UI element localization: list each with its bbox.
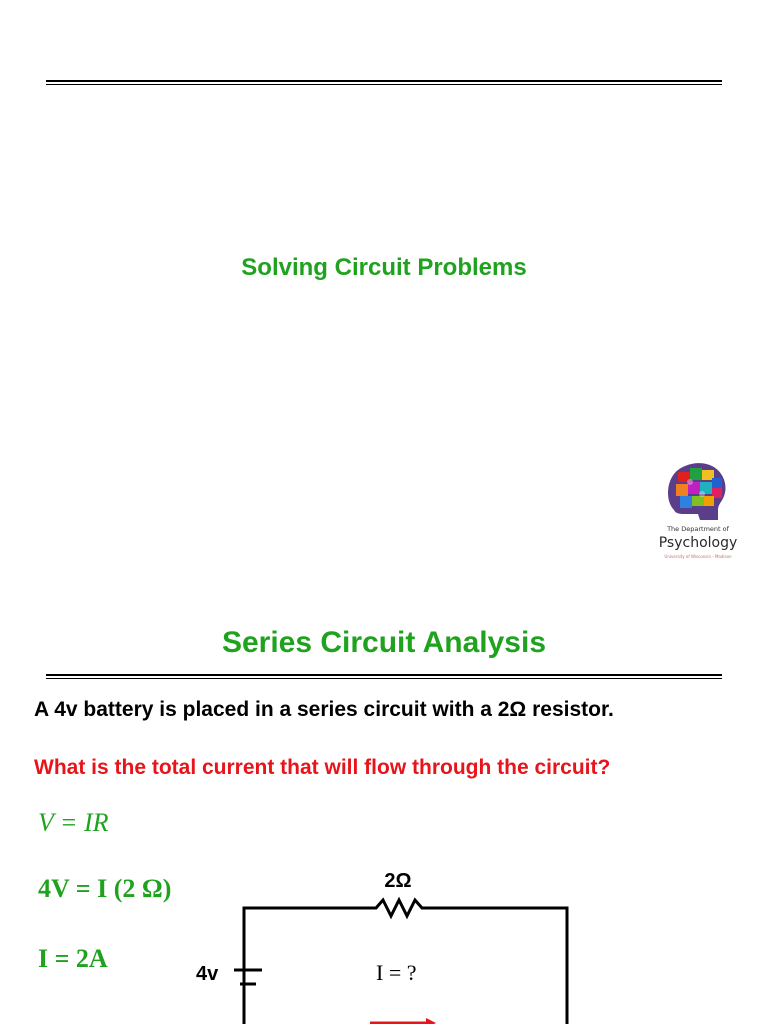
current-arrowhead <box>426 1018 436 1024</box>
logo-psychology: Psychology <box>658 535 738 551</box>
department-logo <box>652 458 744 566</box>
top-rule <box>46 80 722 85</box>
question-text: What is the total current that will flow through the circuit? <box>34 756 611 779</box>
current-label: I = ? <box>376 960 417 985</box>
equation-substitution: 4V = I (2 Ω) <box>38 874 172 903</box>
equation-ohms-law: V = IR <box>38 808 109 837</box>
resistor-label: 2Ω <box>384 870 412 892</box>
battery-label: 4v <box>196 963 219 985</box>
circuit-diagram <box>190 860 590 1024</box>
puzzle-head-icon <box>652 458 744 524</box>
slide2-rule <box>46 674 722 679</box>
problem-statement: A 4v battery is placed in a series circuit with a 2Ω resistor. <box>34 698 614 721</box>
slide2-title: Series Circuit Analysis <box>221 626 547 659</box>
equation-result: I = 2A <box>38 944 108 973</box>
slide1-title: Solving Circuit Problems <box>241 254 527 281</box>
logo-university: University of Wisconsin - Madison <box>664 554 732 559</box>
logo-dept-line: The Department of <box>667 525 729 533</box>
